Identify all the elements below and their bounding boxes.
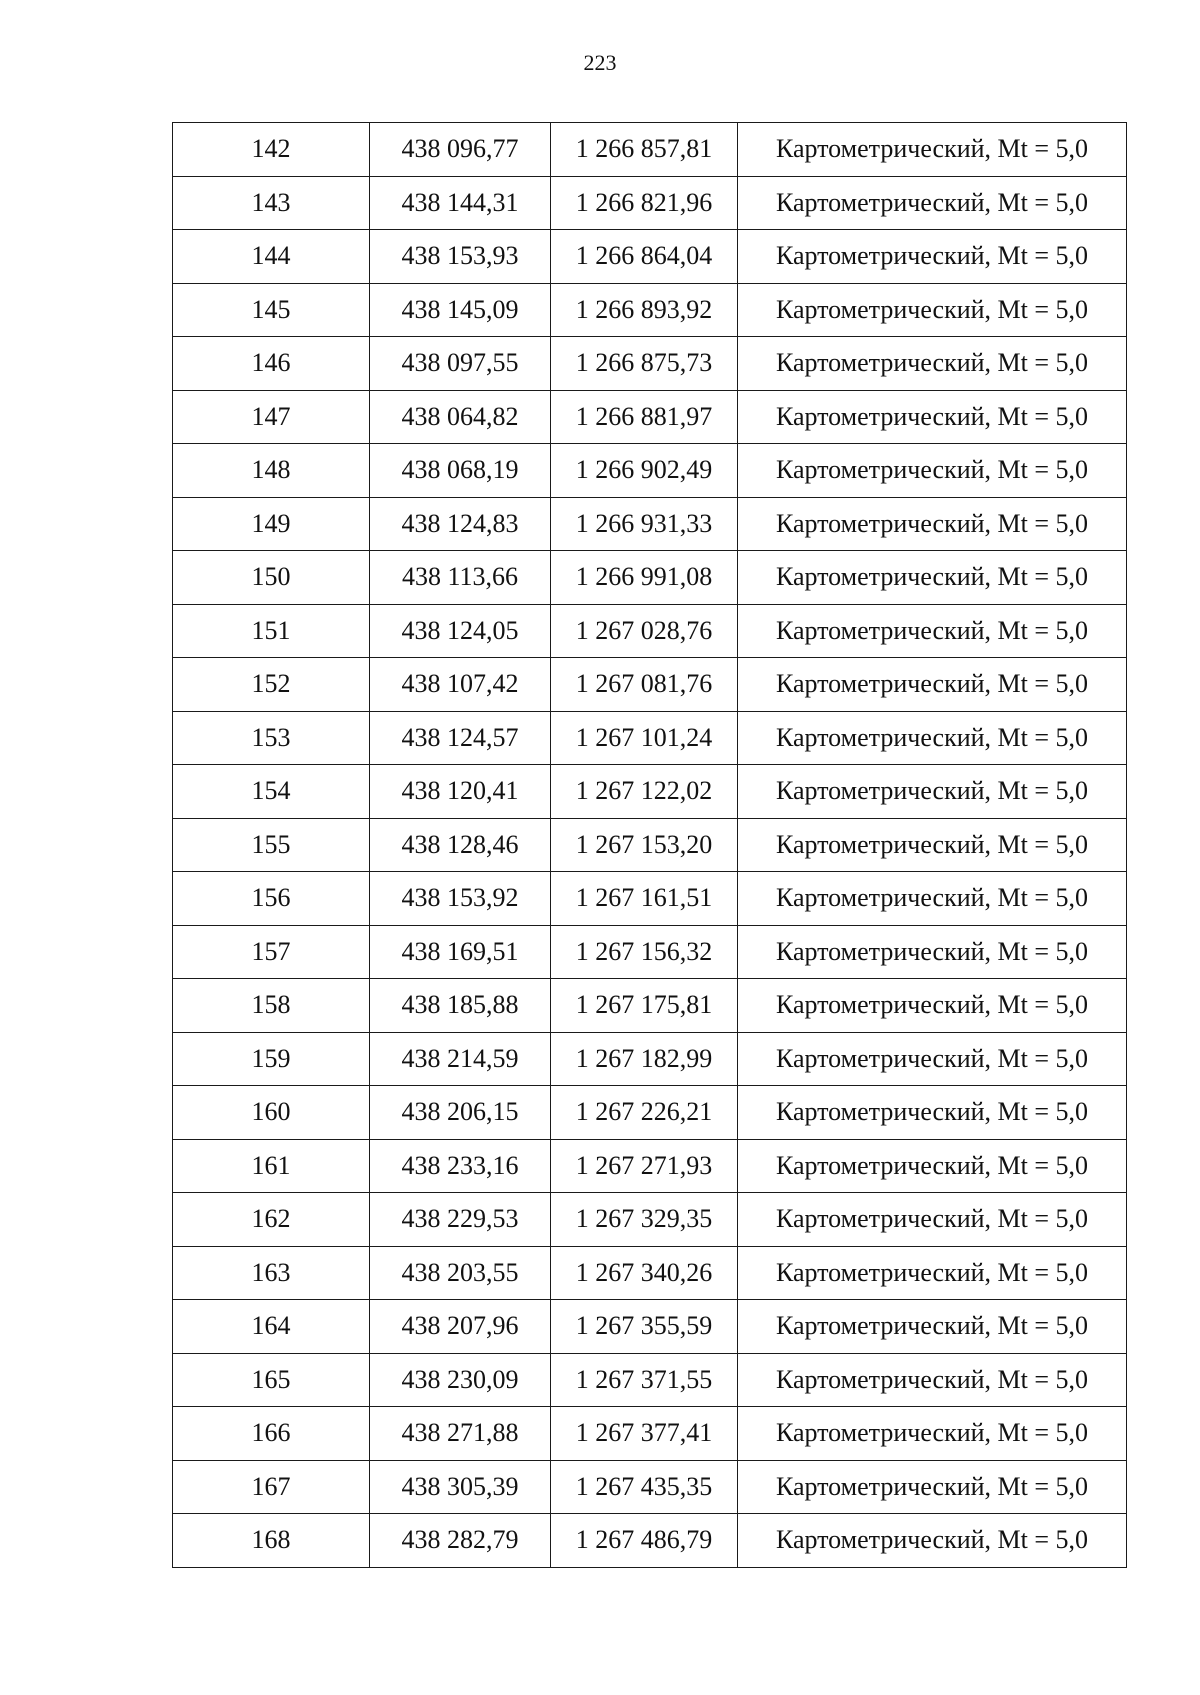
- point-number-cell: 155: [173, 818, 370, 872]
- x-coordinate-cell: 438 185,88: [370, 979, 551, 1033]
- y-coordinate-cell: 1 267 028,76: [551, 604, 738, 658]
- table-row: [173, 818, 1127, 872]
- point-number-cell: 145: [173, 283, 370, 337]
- x-coordinate-cell: 438 206,15: [370, 1086, 551, 1140]
- point-number-cell: 162: [173, 1193, 370, 1247]
- point-number-cell: 149: [173, 497, 370, 551]
- point-number-cell: 154: [173, 765, 370, 819]
- y-coordinate-cell: 1 266 864,04: [551, 230, 738, 284]
- method-cell: Картометрический, Mt = 5,0: [738, 818, 1127, 872]
- point-number-cell: 151: [173, 604, 370, 658]
- method-cell: Картометрический, Mt = 5,0: [738, 1407, 1127, 1461]
- y-coordinate-cell: 1 267 377,41: [551, 1407, 738, 1461]
- table-row: [173, 551, 1127, 605]
- point-number-cell: 161: [173, 1139, 370, 1193]
- x-coordinate-cell: 438 068,19: [370, 444, 551, 498]
- x-coordinate-cell: 438 214,59: [370, 1032, 551, 1086]
- method-cell: Картометрический, Mt = 5,0: [738, 337, 1127, 391]
- method-cell: Картометрический, Mt = 5,0: [738, 765, 1127, 819]
- point-number-cell: 144: [173, 230, 370, 284]
- method-cell: Картометрический, Mt = 5,0: [738, 390, 1127, 444]
- y-coordinate-cell: 1 266 893,92: [551, 283, 738, 337]
- table-row: [173, 444, 1127, 498]
- x-coordinate-cell: 438 096,77: [370, 123, 551, 177]
- table-row: [173, 337, 1127, 391]
- y-coordinate-cell: 1 267 486,79: [551, 1514, 738, 1568]
- coordinates-table-body: [173, 123, 1127, 1568]
- point-number-cell: 146: [173, 337, 370, 391]
- point-number-cell: 147: [173, 390, 370, 444]
- point-number-cell: 167: [173, 1460, 370, 1514]
- method-cell: Картометрический, Mt = 5,0: [738, 497, 1127, 551]
- table-row: [173, 1246, 1127, 1300]
- table-row: [173, 765, 1127, 819]
- method-cell: Картометрический, Mt = 5,0: [738, 230, 1127, 284]
- point-number-cell: 148: [173, 444, 370, 498]
- table-row: [173, 283, 1127, 337]
- y-coordinate-cell: 1 267 435,35: [551, 1460, 738, 1514]
- method-cell: Картометрический, Mt = 5,0: [738, 1514, 1127, 1568]
- method-cell: Картометрический, Mt = 5,0: [738, 1246, 1127, 1300]
- x-coordinate-cell: 438 113,66: [370, 551, 551, 605]
- x-coordinate-cell: 438 128,46: [370, 818, 551, 872]
- y-coordinate-cell: 1 267 271,93: [551, 1139, 738, 1193]
- method-cell: Картометрический, Mt = 5,0: [738, 551, 1127, 605]
- y-coordinate-cell: 1 267 081,76: [551, 658, 738, 712]
- y-coordinate-cell: 1 266 821,96: [551, 176, 738, 230]
- y-coordinate-cell: 1 267 156,32: [551, 925, 738, 979]
- point-number-cell: 153: [173, 711, 370, 765]
- x-coordinate-cell: 438 203,55: [370, 1246, 551, 1300]
- table-row: [173, 711, 1127, 765]
- x-coordinate-cell: 438 124,05: [370, 604, 551, 658]
- x-coordinate-cell: 438 124,83: [370, 497, 551, 551]
- method-cell: Картометрический, Mt = 5,0: [738, 925, 1127, 979]
- x-coordinate-cell: 438 153,93: [370, 230, 551, 284]
- x-coordinate-cell: 438 282,79: [370, 1514, 551, 1568]
- x-coordinate-cell: 438 271,88: [370, 1407, 551, 1461]
- y-coordinate-cell: 1 267 340,26: [551, 1246, 738, 1300]
- y-coordinate-cell: 1 266 991,08: [551, 551, 738, 605]
- table-row: [173, 1514, 1127, 1568]
- method-cell: Картометрический, Mt = 5,0: [738, 604, 1127, 658]
- table-row: [173, 1032, 1127, 1086]
- x-coordinate-cell: 438 107,42: [370, 658, 551, 712]
- table-row: [173, 1407, 1127, 1461]
- table-row: [173, 1086, 1127, 1140]
- y-coordinate-cell: 1 267 161,51: [551, 872, 738, 926]
- method-cell: Картометрический, Mt = 5,0: [738, 176, 1127, 230]
- point-number-cell: 143: [173, 176, 370, 230]
- y-coordinate-cell: 1 267 371,55: [551, 1353, 738, 1407]
- coordinates-table: [172, 122, 1127, 1568]
- y-coordinate-cell: 1 266 931,33: [551, 497, 738, 551]
- point-number-cell: 159: [173, 1032, 370, 1086]
- method-cell: Картометрический, Mt = 5,0: [738, 711, 1127, 765]
- method-cell: Картометрический, Mt = 5,0: [738, 1086, 1127, 1140]
- y-coordinate-cell: 1 267 101,24: [551, 711, 738, 765]
- point-number-cell: 158: [173, 979, 370, 1033]
- y-coordinate-cell: 1 267 153,20: [551, 818, 738, 872]
- x-coordinate-cell: 438 169,51: [370, 925, 551, 979]
- method-cell: Картометрический, Mt = 5,0: [738, 1300, 1127, 1354]
- y-coordinate-cell: 1 267 122,02: [551, 765, 738, 819]
- table-row: [173, 925, 1127, 979]
- point-number-cell: 165: [173, 1353, 370, 1407]
- point-number-cell: 164: [173, 1300, 370, 1354]
- point-number-cell: 142: [173, 123, 370, 177]
- point-number-cell: 150: [173, 551, 370, 605]
- point-number-cell: 163: [173, 1246, 370, 1300]
- point-number-cell: 156: [173, 872, 370, 926]
- table-row: [173, 1139, 1127, 1193]
- y-coordinate-cell: 1 266 902,49: [551, 444, 738, 498]
- x-coordinate-cell: 438 144,31: [370, 176, 551, 230]
- table-row: [173, 1193, 1127, 1247]
- method-cell: Картометрический, Mt = 5,0: [738, 658, 1127, 712]
- y-coordinate-cell: 1 267 226,21: [551, 1086, 738, 1140]
- x-coordinate-cell: 438 097,55: [370, 337, 551, 391]
- y-coordinate-cell: 1 267 182,99: [551, 1032, 738, 1086]
- point-number-cell: 168: [173, 1514, 370, 1568]
- table-row: [173, 497, 1127, 551]
- x-coordinate-cell: 438 229,53: [370, 1193, 551, 1247]
- table-row: [173, 123, 1127, 177]
- table-row: [173, 1353, 1127, 1407]
- method-cell: Картометрический, Mt = 5,0: [738, 444, 1127, 498]
- method-cell: Картометрический, Mt = 5,0: [738, 123, 1127, 177]
- x-coordinate-cell: 438 233,16: [370, 1139, 551, 1193]
- table-row: [173, 872, 1127, 926]
- x-coordinate-cell: 438 305,39: [370, 1460, 551, 1514]
- method-cell: Картометрический, Mt = 5,0: [738, 1032, 1127, 1086]
- table-row: [173, 604, 1127, 658]
- x-coordinate-cell: 438 124,57: [370, 711, 551, 765]
- y-coordinate-cell: 1 267 175,81: [551, 979, 738, 1033]
- method-cell: Картометрический, Mt = 5,0: [738, 283, 1127, 337]
- y-coordinate-cell: 1 266 857,81: [551, 123, 738, 177]
- method-cell: Картометрический, Mt = 5,0: [738, 872, 1127, 926]
- x-coordinate-cell: 438 230,09: [370, 1353, 551, 1407]
- y-coordinate-cell: 1 267 329,35: [551, 1193, 738, 1247]
- table-row: [173, 1300, 1127, 1354]
- point-number-cell: 166: [173, 1407, 370, 1461]
- table-row: [173, 390, 1127, 444]
- table-row: [173, 230, 1127, 284]
- page-number: 223: [583, 50, 617, 75]
- method-cell: Картометрический, Mt = 5,0: [738, 1353, 1127, 1407]
- method-cell: Картометрический, Mt = 5,0: [738, 1193, 1127, 1247]
- point-number-cell: 152: [173, 658, 370, 712]
- x-coordinate-cell: 438 120,41: [370, 765, 551, 819]
- x-coordinate-cell: 438 207,96: [370, 1300, 551, 1354]
- point-number-cell: 157: [173, 925, 370, 979]
- table-row: [173, 1460, 1127, 1514]
- y-coordinate-cell: 1 266 875,73: [551, 337, 738, 391]
- y-coordinate-cell: 1 266 881,97: [551, 390, 738, 444]
- point-number-cell: 160: [173, 1086, 370, 1140]
- x-coordinate-cell: 438 153,92: [370, 872, 551, 926]
- x-coordinate-cell: 438 064,82: [370, 390, 551, 444]
- table-row: [173, 979, 1127, 1033]
- method-cell: Картометрический, Mt = 5,0: [738, 1139, 1127, 1193]
- y-coordinate-cell: 1 267 355,59: [551, 1300, 738, 1354]
- x-coordinate-cell: 438 145,09: [370, 283, 551, 337]
- method-cell: Картометрический, Mt = 5,0: [738, 979, 1127, 1033]
- method-cell: Картометрический, Mt = 5,0: [738, 1460, 1127, 1514]
- table-row: [173, 176, 1127, 230]
- table-row: [173, 658, 1127, 712]
